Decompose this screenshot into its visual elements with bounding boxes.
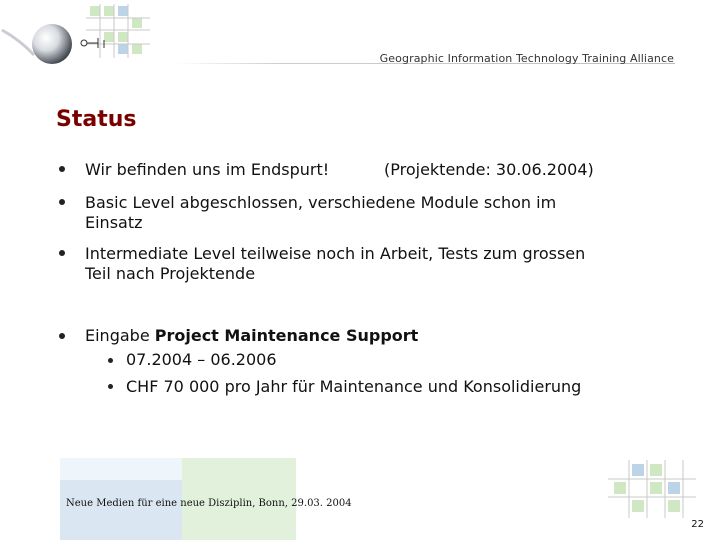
bullet-4-line (85, 326, 418, 345)
sub-bullet-2-text: CHF 70 000 pro Jahr für Maintenance und Konsolidierung (126, 377, 582, 396)
bullet-2-line-1: Basic Level abgeschlossen, verschiedene Module schon im (85, 193, 557, 212)
bullet-4-bold: Project Maintenance Support (154, 326, 419, 345)
sub-bullet-dot (108, 358, 113, 363)
bullet-2-line-2: Einsatz (85, 213, 143, 232)
bullet-dot (59, 333, 65, 339)
bullet-3-line-1: Intermediate Level teilweise noch in Arbeit, Tests zum grossen (85, 244, 586, 263)
bullet-dot (59, 166, 65, 172)
decorative-grid (608, 460, 698, 520)
gittta-logo (0, 0, 160, 80)
footer-event-text: Neue Medien für eine neue Disziplin, Bonn, 29.03. 2004 (66, 498, 352, 509)
bullet-1-text-b: (Projektende: 30.06.2004) (384, 160, 594, 179)
bullet-dot (59, 250, 65, 256)
bullet-dot (59, 199, 65, 205)
bullet-1-text-a: Wir befinden uns im Endspurt! (85, 160, 330, 179)
page-number: 22 (691, 519, 704, 530)
sub-bullet-1-text: 07.2004 – 06.2006 (126, 350, 277, 369)
bullet-3-line-2: Teil nach Projektende (85, 264, 256, 283)
slide-title: Status (56, 107, 137, 132)
header-alliance-text: Geographic Information Technology Training Alliance (379, 52, 674, 65)
bullet-4-prefix: Eingabe (85, 326, 155, 345)
sub-bullet-dot (108, 384, 113, 389)
